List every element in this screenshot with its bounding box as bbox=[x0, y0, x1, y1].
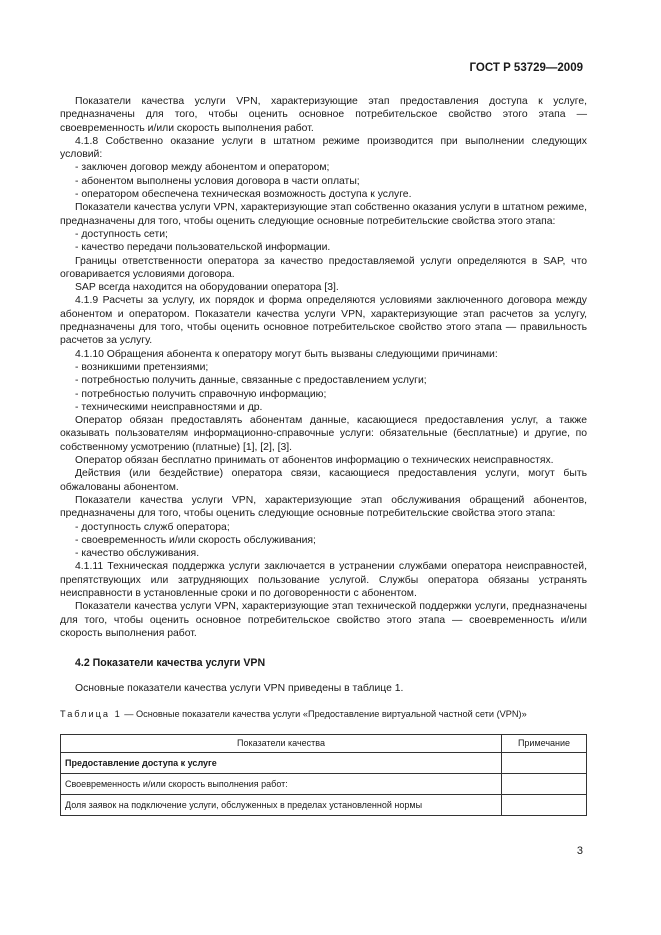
table-caption-lead: Таблица 1 bbox=[60, 708, 122, 719]
list-item: - качество обслуживания. bbox=[60, 547, 587, 560]
table-cell: Доля заявок на подключение услуги, обслуженных в пределах установленной нормы bbox=[61, 795, 502, 816]
paragraph: 4.1.11 Техническая поддержка услуги заключается в устранении службами оператора неисправностей, препятствующих или затрудняющих пользование услугой. Службы оператора обязаны устранять неисправности в установленные сроки и по договоренности с абонентом. bbox=[60, 561, 587, 599]
table-cell-empty bbox=[502, 795, 587, 816]
paragraph: Показатели качества услуги VPN, характеризующие этап собственно оказания услуги в штатном режиме, предназначены для того, чтобы оценить следующие основные потребительские свойства этого этапа: bbox=[60, 202, 587, 227]
list-item: - потребностью получить справочную информацию; bbox=[60, 388, 587, 401]
paragraph: SAP всегда находится на оборудовании оператора [3]. bbox=[75, 282, 339, 294]
section-title: 4.2 Показатели качества услуги VPN bbox=[75, 657, 266, 670]
document-id: ГОСТ Р 53729—2009 bbox=[469, 62, 583, 74]
list-item: - возникшими претензиями; bbox=[60, 361, 587, 374]
table-header-cell: Показатели качества bbox=[61, 735, 502, 753]
table-row bbox=[61, 753, 587, 774]
list-item: - своевременность и/или скорость обслуживания; bbox=[60, 534, 587, 547]
paragraph: Оператор обязан бесплатно принимать от абонентов информацию о технических неисправностях. bbox=[75, 455, 554, 467]
paragraph: Показатели качества услуги VPN, характеризующие этап обслуживания обращений абонентов, предназначены для того, чтобы оценить следующие основные потребительские свойства этого этапа: bbox=[60, 494, 587, 520]
list-item: - доступность сети; bbox=[60, 228, 587, 241]
paragraph: 4.1.10 Обращения абонента к оператору могут быть вызваны следующими причинами: bbox=[75, 348, 498, 360]
paragraph: Показатели качества услуги VPN, характеризующие этап предоставления доступа к услуге, предназначены для того, чтобы оценить основное потребительское свойство этого этапа — своевременность и/или скорость выполнения работ. bbox=[60, 96, 587, 134]
list-item: - заключен договор между абонентом и оператором; bbox=[60, 161, 587, 174]
table-cell: Своевременность и/или скорость выполнения работ: bbox=[61, 774, 502, 795]
table-caption bbox=[60, 708, 587, 721]
table-caption-text: — Основные показатели качества услуги «Предоставление виртуальной частной сети (VPN)» bbox=[121, 708, 527, 719]
table-header-cell: Примечание bbox=[502, 735, 587, 753]
paragraph: 4.1.9 Расчеты за услугу, их порядок и форма определяются условиями заключенного договора между абонентом и оператором. Показатели качества услуги VPN, характеризующие этап расчетов за услугу, предназначены для того, чтобы оценить основное потребительское свойство этого этапа — правильность расчетов за услугу. bbox=[60, 295, 587, 347]
paragraph: Границы ответственности оператора за качество предоставляемой услуги определяются в SAP, что оговаривается условиями договора. bbox=[60, 255, 587, 280]
paragraph: Основные показатели качества услуги VPN приведены в таблице 1. bbox=[75, 683, 404, 695]
table-cell: Предоставление доступа к услуге bbox=[61, 753, 502, 774]
list-item: - качество передачи пользовательской информации. bbox=[60, 241, 587, 254]
table-cell-empty bbox=[502, 774, 587, 795]
list-item: - оператором обеспечена техническая возможность доступа к услуге. bbox=[60, 188, 587, 201]
list-item: - абонентом выполнены условия договора в части оплаты; bbox=[60, 175, 587, 188]
quality-indicators-table bbox=[60, 734, 587, 816]
paragraph: Оператор обязан предоставлять абонентам данные, касающиеся предоставления услуг, а также оказывать пользователям информационно-справочные услуги: обязательные (бесплатные) и другие, по собственному усмотрению (платные) [1], [2], [3]. bbox=[60, 415, 587, 453]
page-number: 3 bbox=[576, 845, 583, 857]
table-cell-empty bbox=[502, 753, 587, 774]
list-item: - потребностью получить данные, связанные с предоставлением услуги; bbox=[60, 374, 587, 387]
table-header-row bbox=[61, 735, 587, 753]
list-item: - техническими неисправностями и др. bbox=[60, 401, 587, 414]
table-row bbox=[61, 774, 587, 795]
list-item: - доступность служб оператора; bbox=[60, 521, 587, 534]
document-body bbox=[60, 95, 587, 816]
paragraph: Действия (или бездействие) оператора связи, касающиеся предоставления услуги, могут быть обжалованы абонентом. bbox=[60, 468, 587, 493]
paragraph: 4.1.8 Собственно оказание услуги в штатном режиме производится при выполнении следующих условий: bbox=[60, 135, 587, 161]
paragraph: Показатели качества услуги VPN, характеризующие этап технической поддержки услуги, предназначены для того, чтобы оценить основное потребительское свойство этого этапа — своевременность и/или скорость выполнения работ. bbox=[60, 601, 587, 639]
table-row bbox=[61, 795, 587, 816]
